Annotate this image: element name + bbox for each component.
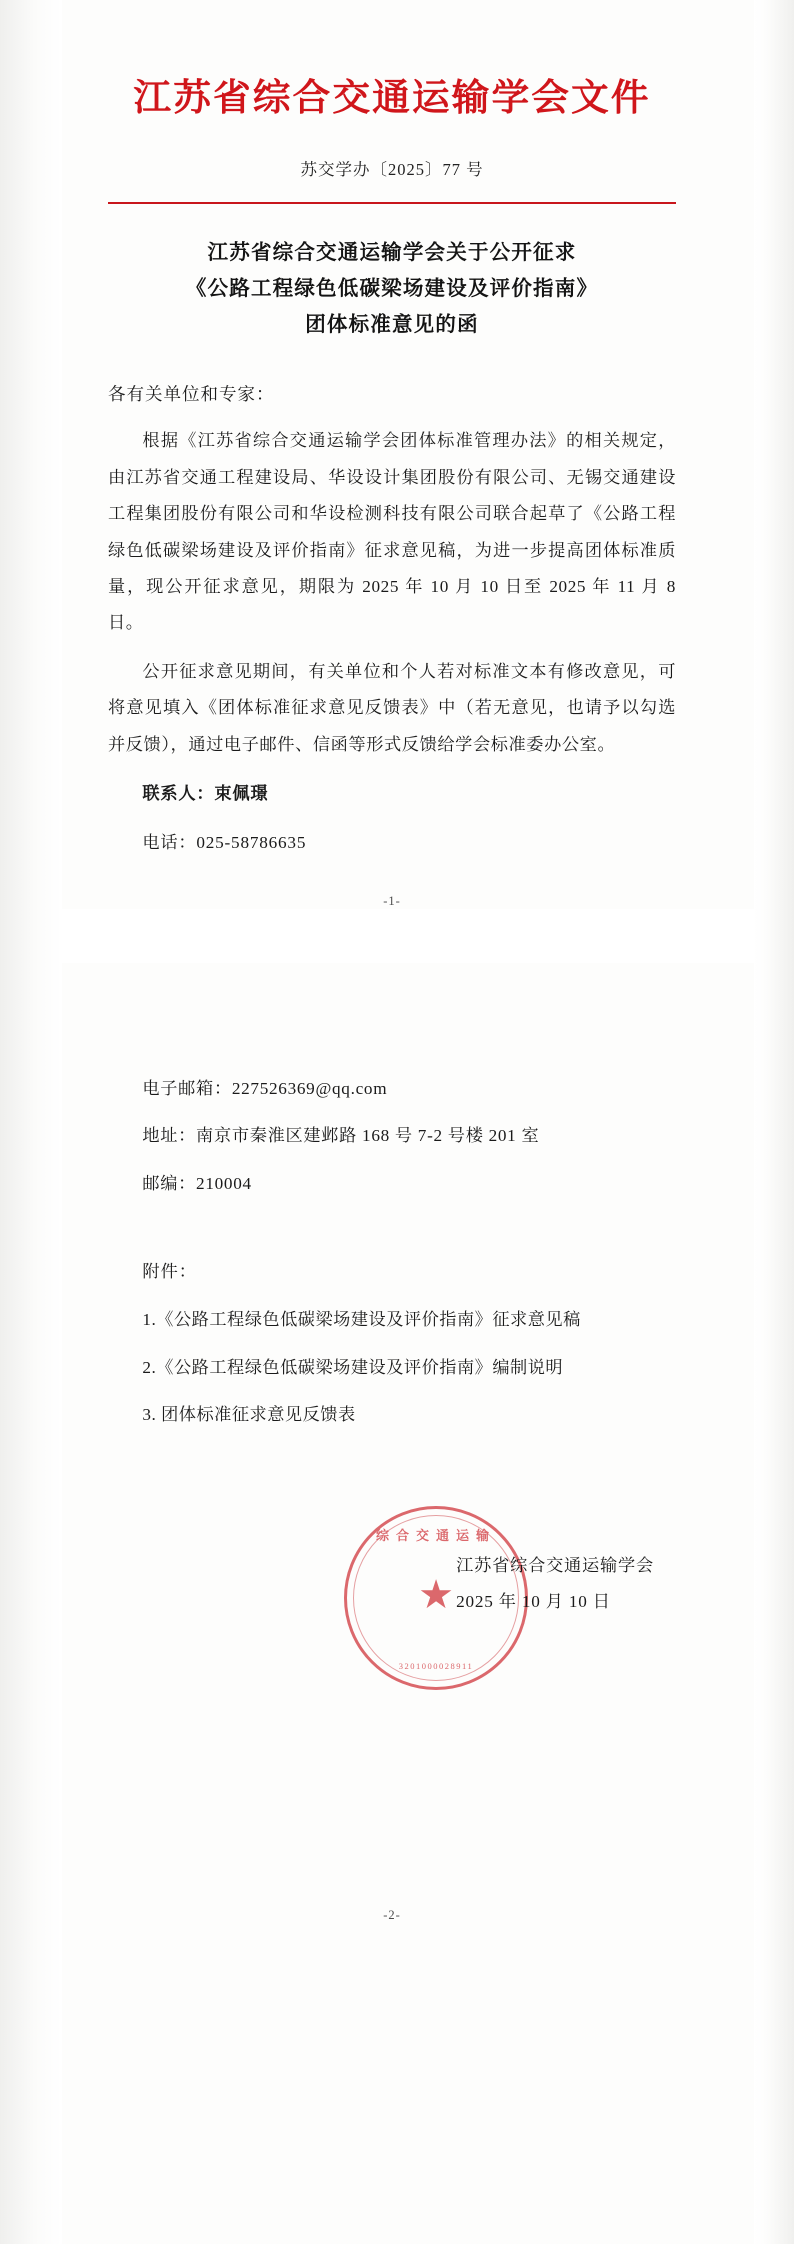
salutation: 各有关单位和专家： bbox=[108, 383, 275, 404]
email-line: 电子邮箱：227526369@qq.com bbox=[142, 1079, 388, 1099]
body-paragraph-2: 公开征求意见期间，有关单位和个人若对标准文本有修改意见，可将意见填入《团体标准征求意见反馈表》中（若无意见，也请予以勾选并反馈），通过电子邮件、信函等形式反馈给学会标准委办公室。 bbox=[108, 661, 676, 754]
document-sheet-page-2 bbox=[0, 963, 794, 1983]
star-icon: ★ bbox=[418, 1571, 454, 1617]
seal-bottom-text: 3201000028911 bbox=[398, 1660, 474, 1671]
letter-title-line-1: 江苏省综合交通运输学会关于公开征求 bbox=[207, 242, 577, 265]
postcode-line: 邮编：210004 bbox=[142, 1173, 252, 1193]
signature-block bbox=[108, 1506, 676, 1671]
attachment-heading: 附件： bbox=[142, 1261, 197, 1281]
contact-person: 联系人：束佩璟 bbox=[142, 784, 269, 804]
letter-title-line-3: 团体标准意见的函 bbox=[305, 314, 479, 336]
signature-lines bbox=[456, 1548, 654, 1620]
document-number: 苏交学办〔2025〕77 号 bbox=[300, 160, 484, 180]
address-line: 地址：南京市秦淮区建邺路 168 号 7-2 号楼 201 室 bbox=[142, 1126, 540, 1146]
attachment-item-2: 2.《公路工程绿色低碳梁场建设及评价指南》编制说明 bbox=[142, 1357, 564, 1377]
red-horizontal-rule bbox=[108, 202, 676, 204]
attachment-item-3: 3. 团体标准征求意见反馈表 bbox=[142, 1405, 356, 1425]
letter-title-line-2: 《公路工程绿色低碳梁场建设及评价指南》 bbox=[185, 278, 599, 301]
body-paragraph-1: 根据《江苏省综合交通运输学会团体标准管理办法》的相关规定，由江苏省交通工程建设局、华设设计集团股份有限公司、无锡交通建设工程集团股份有限公司和华设检测科技有限公司联合起草了《公路工程绿色低碳梁场建设及评价指南》征求意见稿，为进一步提高团体标准质量，现公开征求意见，期限为 2025 年 10 月 10 日至 2025 年 11 月 8 日。 bbox=[108, 431, 676, 633]
signature-date: 2025 年 10 月 10 日 bbox=[456, 1592, 611, 1612]
seal-top-text: 综合交通运输 bbox=[375, 1527, 496, 1543]
page-number-2: -2- bbox=[383, 1907, 401, 1922]
document-sheet bbox=[0, 0, 794, 909]
page-break-gap bbox=[0, 909, 794, 963]
page-number-1: -1- bbox=[383, 894, 401, 909]
signature-organization: 江苏省综合交通运输学会 bbox=[456, 1555, 654, 1575]
letter-title bbox=[108, 236, 676, 344]
contact-phone: 电话：025-58786635 bbox=[142, 832, 307, 852]
masthead-title: 江苏省综合交通运输学会文件 bbox=[133, 75, 651, 119]
attachment-item-1: 1.《公路工程绿色低碳梁场建设及评价指南》征求意见稿 bbox=[142, 1310, 581, 1330]
masthead bbox=[108, 0, 676, 180]
